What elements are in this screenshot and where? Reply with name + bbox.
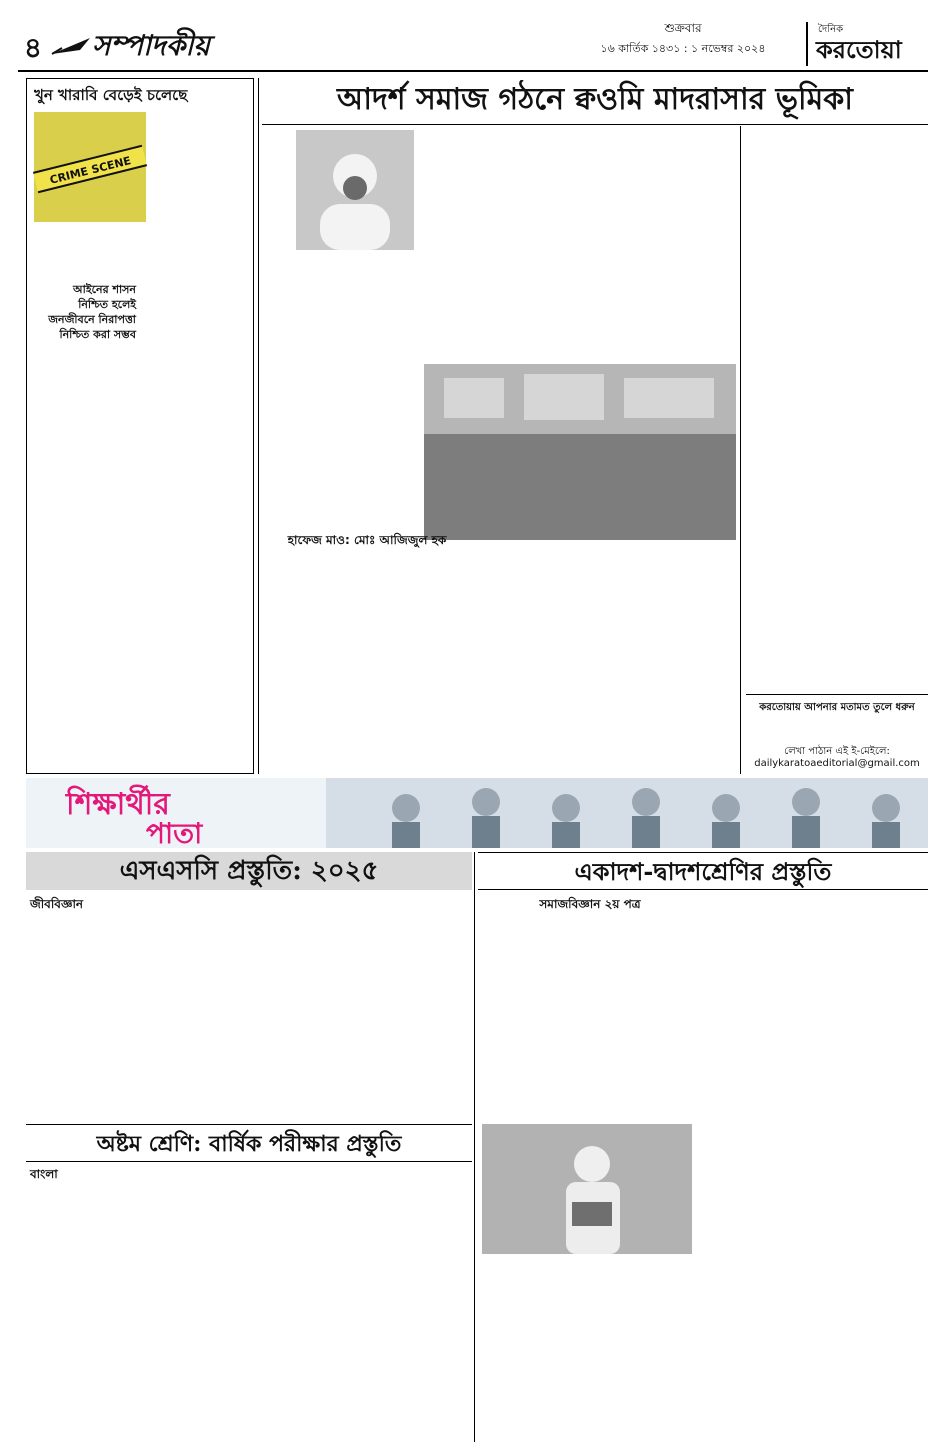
hsc-title: একাদশ-দ্বাদশশ্রেণির প্রস্তুতি [574,857,832,886]
class8-subject: বাংলা [30,1167,58,1181]
hsc-col-2 [482,1258,692,1442]
student-banner-title-1: শিক্ষার্থীর [66,787,170,822]
page-number: ৪ [23,31,43,64]
main-article-col-5 [422,544,578,774]
email-label: লেখা পাঠান এই ই-মেইলে: [784,746,890,757]
editorial-pull-quote: আইনের শাসন নিশ্চিত হলেই জনজীবনে নিরাপত্তা নিশ্চিত করা সম্ভব [48,283,136,341]
masthead-small: দৈনিক [818,24,844,35]
masthead: করতোয়া [816,35,902,64]
ssc-subject: জীববিজ্ঞান [30,897,84,911]
class8-title-bar [26,1124,472,1162]
class8-col-3 [322,1166,468,1442]
header-divider [806,22,808,66]
header-rule [18,70,928,72]
header-dates: ১৬ কার্তিক ১৪৩১ : ১ নভেম্বর ২০২৪ [600,42,766,55]
main-article-col-4 [262,554,416,774]
main-article-col-6 [586,544,736,774]
class8-title: অষ্টম শ্রেণি: বার্ষিক পরীক্ষার প্রস্তুতি [96,1131,402,1157]
col-rule-c [474,852,475,1442]
col-rule-a [258,78,259,774]
author-silhouette-icon [296,130,414,250]
main-article-col-3 [586,130,736,360]
editorial-headline: খুন খারাবি বেড়েই চলেছে [34,86,188,104]
crime-scene-photo [34,112,146,222]
section-name: সম্পাদকীয় [92,29,210,62]
madrasa-photo [424,364,736,540]
ssc-title-bar [26,852,472,890]
main-article-col-1 [282,254,418,526]
author-photo [296,130,414,250]
right-article-body [746,130,928,690]
editorial-quote-box [40,282,136,372]
header-day: শুক্রবার [664,21,702,35]
quill-pen-icon [50,34,94,58]
notice-body [746,718,928,746]
hsc-col-3 [698,896,928,1442]
main-headline-rule [262,124,928,125]
ssc-col-3 [322,896,468,1121]
student-reading-photo [482,1124,692,1254]
crime-scene-tape: CRIME SCENE [33,145,147,193]
notice-title: করতোয়ায় আপনার মতামত তুলে ধরুন [759,702,915,713]
ssc-col-1 [30,916,170,1121]
class8-col-2 [176,1166,316,1442]
main-author-line: হাফেজ মাও: মোঃ আজিজুল হক [287,533,447,547]
ssc-title: এসএসসি প্রস্তুতি: ২০২৫ [119,856,379,886]
class8-col-1 [30,1186,170,1442]
editorial-body [34,378,248,768]
notice-rule [746,694,928,695]
student-banner-title-2: পাতা [146,817,203,848]
ssc-col-2 [176,896,316,1121]
main-article-col-2 [424,130,578,360]
email-address[interactable]: dailykaratoaeditorial@gmail.com [754,758,920,769]
hsc-subject: সমাজবিজ্ঞান ২য় পত্র [539,897,641,911]
hsc-col-1 [482,916,692,1121]
student-banner [26,778,928,848]
page-header [18,20,928,72]
hsc-title-bar [478,852,928,890]
main-headline: আদর্শ সমাজ গঠনে ক্বওমি মাদরাসার ভূমিকা [337,82,853,117]
col-rule-b [740,126,741,774]
